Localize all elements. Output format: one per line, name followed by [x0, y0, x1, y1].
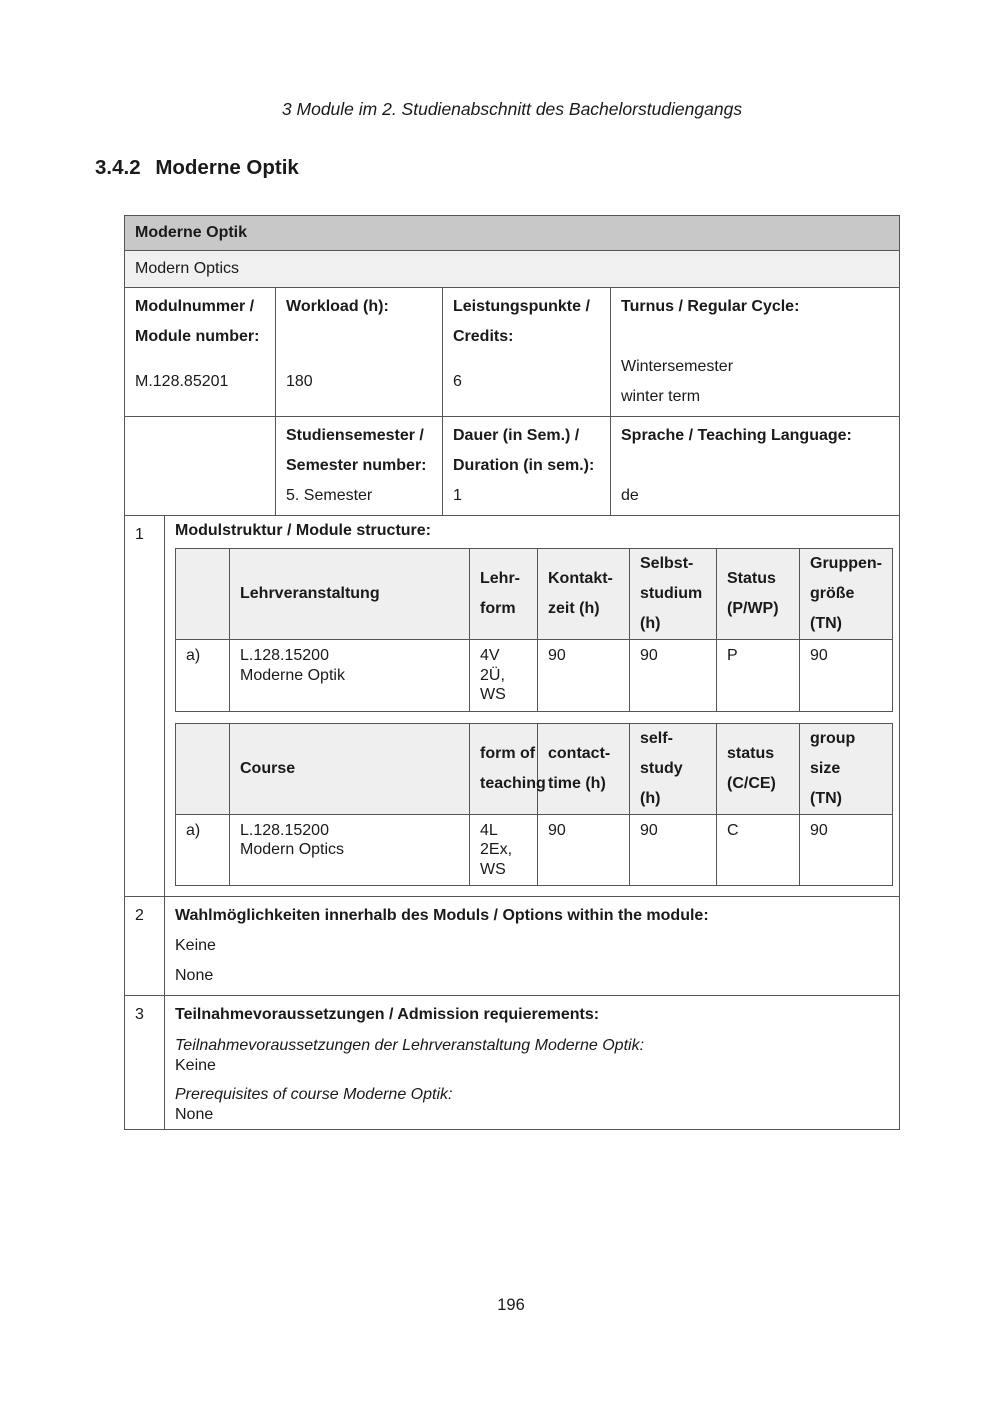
admission-de-value: Keine	[175, 1057, 216, 1074]
admission-cell	[165, 996, 900, 1130]
row-number: 1	[125, 516, 165, 897]
table-row	[176, 640, 893, 712]
language-cell	[611, 417, 900, 516]
duration-value: 1	[453, 487, 462, 504]
header-cell: Lehrveranstaltung	[230, 549, 470, 640]
header-cell: Gruppen- größe (TN)	[800, 549, 893, 640]
group-cell: 90	[800, 814, 893, 886]
module-title-en: Modern Optics	[125, 251, 900, 288]
cycle-de: Wintersemester	[621, 358, 734, 375]
credits-cell	[443, 288, 611, 417]
selfstudy-cell: 90	[630, 814, 717, 886]
admission-de-caption: Teilnahmevoraussetzungen der Lehrveranstaltung Moderne Optik:	[175, 1037, 645, 1054]
header-cell: Lehr- form	[470, 549, 538, 640]
structure-heading: Modulstruktur / Module structure:	[175, 522, 431, 539]
options-de: Keine	[175, 937, 216, 954]
cycle-cell	[611, 288, 900, 417]
semester-cell	[276, 417, 443, 516]
language-value: de	[621, 487, 639, 504]
row-label: a)	[176, 814, 230, 886]
running-header: 3 Module im 2. Studienabschnitt des Bachelorstudiengangs	[281, 99, 743, 119]
group-cell: 90	[800, 640, 893, 712]
course-cell: L.128.15200 Modern Optics	[230, 814, 470, 886]
course-cell: L.128.15200 Moderne Optik	[230, 640, 470, 712]
header-cell: Status (P/WP)	[717, 549, 800, 640]
admission-de-block	[175, 1036, 889, 1076]
header-cell: Selbst- studium (h)	[630, 549, 717, 640]
table-row	[176, 814, 893, 886]
semester-label-2: Semester number:	[286, 457, 427, 474]
options-cell	[165, 897, 900, 996]
language-label: Sprache / Teaching Language:	[621, 427, 852, 444]
header-cell: status (C/CE)	[717, 723, 800, 814]
cycle-label: Turnus / Regular Cycle:	[621, 298, 800, 315]
module-number-cell	[125, 288, 276, 417]
module-title-row	[125, 216, 900, 251]
duration-label-2: Duration (in sem.):	[453, 457, 595, 474]
header-cell: Kontakt- zeit (h)	[538, 549, 630, 640]
header-cell: group size (TN)	[800, 723, 893, 814]
header-cell	[176, 723, 230, 814]
course-table-de	[175, 548, 893, 712]
module-facts-row	[125, 288, 900, 417]
contact-cell: 90	[538, 640, 630, 712]
module-table	[124, 215, 900, 1130]
table-header-row	[176, 723, 893, 814]
admission-heading: Teilnahmevoraussetzungen / Admission requierements:	[175, 1006, 600, 1023]
contact-cell: 90	[538, 814, 630, 886]
workload-value: 180	[286, 373, 313, 390]
credits-value: 6	[453, 373, 462, 390]
admission-en-block	[175, 1085, 889, 1125]
structure-cell	[165, 516, 900, 897]
module-number-label-2: Module number:	[135, 328, 260, 345]
section-number: 3.4.2	[95, 156, 141, 179]
options-row	[125, 897, 900, 996]
form-cell: 4V 2Ü, WS	[470, 640, 538, 712]
workload-label: Workload (h):	[286, 298, 389, 315]
section-heading	[95, 156, 299, 180]
module-subtitle-row	[125, 251, 900, 288]
course-table-en	[175, 723, 893, 887]
cycle-en: winter term	[621, 388, 701, 405]
header-cell	[176, 549, 230, 640]
options-en: None	[175, 967, 214, 984]
header-cell: Course	[230, 723, 470, 814]
empty-cell	[125, 417, 276, 516]
module-semester-row	[125, 417, 900, 516]
admission-row	[125, 996, 900, 1130]
header-cell: contact- time (h)	[538, 723, 630, 814]
admission-en-caption: Prerequisites of course Moderne Optik:	[175, 1086, 453, 1103]
module-number-value: M.128.85201	[135, 373, 229, 390]
row-label: a)	[176, 640, 230, 712]
workload-cell	[276, 288, 443, 417]
module-title-de: Moderne Optik	[125, 216, 900, 251]
structure-row	[125, 516, 900, 897]
options-heading: Wahlmöglichkeiten innerhalb des Moduls / Options within the module:	[175, 907, 709, 924]
page-number: 196	[497, 1296, 525, 1314]
row-number: 2	[125, 897, 165, 996]
section-title: Moderne Optik	[155, 156, 299, 179]
credits-label-1: Leistungspunkte /	[453, 298, 590, 315]
module-number-label-1: Modulnummer /	[135, 298, 255, 315]
semester-label-1: Studiensemester /	[286, 427, 424, 444]
status-cell: C	[717, 814, 800, 886]
row-number: 3	[125, 996, 165, 1130]
duration-cell	[443, 417, 611, 516]
form-cell: 4L 2Ex, WS	[470, 814, 538, 886]
status-cell: P	[717, 640, 800, 712]
table-header-row	[176, 549, 893, 640]
semester-value: 5. Semester	[286, 487, 373, 504]
header-cell: form of teaching	[470, 723, 538, 814]
selfstudy-cell: 90	[630, 640, 717, 712]
header-cell: self- study (h)	[630, 723, 717, 814]
admission-en-value: None	[175, 1106, 214, 1123]
duration-label-1: Dauer (in Sem.) /	[453, 427, 580, 444]
credits-label-2: Credits:	[453, 328, 514, 345]
